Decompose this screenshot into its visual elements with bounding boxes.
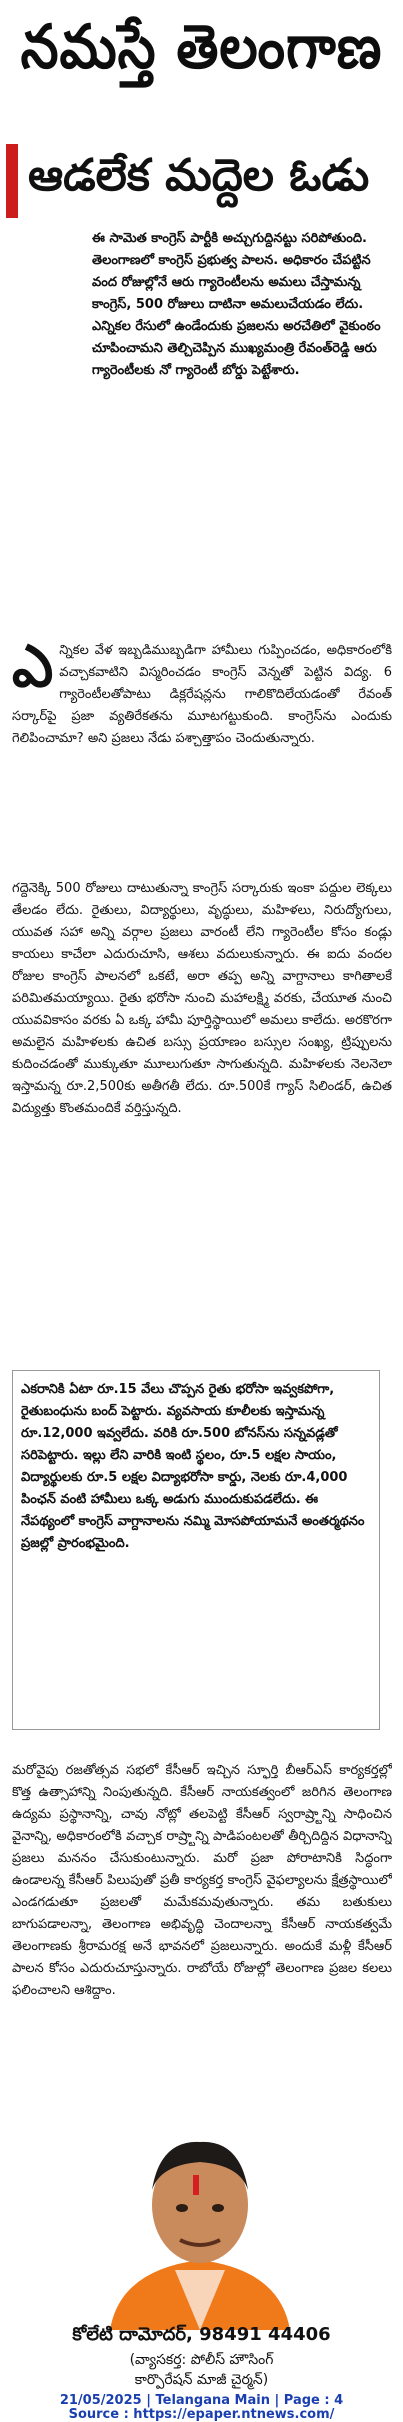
masthead [0, 0, 403, 108]
drop-cap: ఎ [12, 640, 54, 700]
footer-date-page: 21/05/2025 | Telangana Main | Page : 4 [59, 2393, 344, 2408]
author-photo [90, 2120, 310, 2330]
boxed-paragraph: ఎకరానికి ఏటా రూ.15 వేలు చొప్పన రైతు భరోసా ఇవ్వకపోగా, రైతుబంధును బంద్ పెట్టారు. వ్యవసాయ కూలీలకు ఇస్తామన్న రూ.12,000 ఇవ్వలేదు. వరికి రూ.500 బోనస్‌ను సన్నవడ్లతో సరిపెట్టారు. ఇల్లు లేని వారికి ఇంటి స్థలం, రూ.5 లక్షల సాయం, విద్యార్థులకు రూ.5 లక్షల విద్యాభరోసా కార్డు, నెలకు రూ.4,000 పింఛన్ వంటి హామీలు ఒక్క అడుగు ముందుకుపడలేదు. ఈ నేపథ్యంలో కాంగ్రెస్ వాగ్దానాలను నమ్మి మోసపోయామనే అంతర్మథనం ప్రజల్లో ప్రారంభమైంది. [12, 1370, 380, 1730]
headline-block [0, 136, 403, 226]
intro-paragraph: ఈ సామెత కాంగ్రెస్ పార్టీకి అచ్చుగుద్దినట్టు సరిపోతుంది. తెలంగాణలో కాంగ్రెస్ ప్రభుత్వ పాలన. అధికారం చేపట్టిన వంద రోజుల్లోనే ఆరు గ్యారెంటీలను అమలు చేస్తామన్న కాంగ్రెస్, 500 రోజులు దాటినా అమలుచేయడం లేదు. ఎన్నికల రేసులో ఉండేందుకు ప్రజలను అరచేతిలో వైకుంఠం చూపించామని తెల్చిచెప్పిన ముఖ్యమంత్రి రేవంత్‌రెడ్డి ఆరు గ్యారెంటీలకు నో గ్యారెంటీ బోర్డు పెట్టేశారు. [92, 231, 381, 378]
masthead-title: నమస్తే తెలంగాణ [20, 10, 383, 82]
paragraph-4: మరోవైపు రజతోత్సవ సభలో కేసీఆర్ ఇచ్చిన స్ఫూర్తి బీఆర్‌ఎస్ కార్యకర్తల్లో కొత్త ఉత్సాహాన్ని నింపుతున్నది. కేసీఆర్ నాయకత్వంలో జరిగిన తెలంగాణ ఉద్యమ ప్రస్థానాన్ని, చావు నోట్లో తలపెట్టి కేసీఆర్ స్వరాష్ర్టాన్ని సాధించిన వైనాన్ని, అధికారంలోకి వచ్చాక రాష్ర్టాన్ని పాడిపంటలతో తీర్చిదిద్దిన విధానాన్ని ప్రజలు మననం చేసుకుంటున్నారు. మరో ప్రజా పోరాటానికి సిద్ధంగా ఉండాలన్న కేసీఆర్ పిలుపుతో ప్రతీ కార్యకర్త కాంగ్రెస్ వైఫల్యాలను క్షేత్రస్థాయిలో ఎండగడుతూ ప్రజలతో మమేకమవుతున్నారు. తమ బతుకులు బాగుపడాలన్నా, తెలంగాణ అభివృద్ధి చెందాలన్నా కేసీఆర్ నాయకత్వమే తెలంగాణకు శ్రీరామరక్ష అనే భావనలో ప్రజలున్నారు. అందుకే మళ్లీ కేసీఆర్ పాలన కోసం ఎదురుచూస్తున్నారు. రాబోయే రోజుల్లో తెలంగాణ ప్రజల కలలు ఫలించాలని ఆశిద్దాం. [12, 1763, 392, 1998]
footer [0, 2394, 403, 2422]
paragraph-1-text: న్నికల వేళ ఇబ్బడిముబ్బడిగా హామీలు గుప్పించడం, అధికారంలోకి వచ్చాకవాటిని విస్మరించడం కాంగ్రెస్ వెన్నతో పెట్టిన విద్య. 6 గ్యారెంటీలతోపాటు డిక్లరేషన్లను గాలికొదిలేయడంతో రేవంత్ సర్కార్‌పై ప్రజా వ్యతిరేకతను మూటగట్టుకుంది. కాంగ్రెస్‌ను ఎందుకు గెలిపించామా? అని ప్రజలు నేడు పశ్చాత్తాపం చెందుతున్నారు. [12, 643, 392, 746]
headline: ఆడలేక మద్దెల ఓడు [28, 150, 370, 201]
paragraph-2: గద్దెనెక్కి 500 రోజులు దాటుతున్నా కాంగ్రెస్ సర్కారుకు ఇంకా పద్దుల లెక్కలు తేలడం లేదు. రైతులు, విద్యార్థులు, వృద్ధులు, మహిళలు, నిరుద్యోగులు, యువత సహా అన్ని వర్గాల ప్రజలు వారంటీ లేని గ్యారెంటీల కోసం కండ్లు కాయలు కాచేలా ఎదురుచూసి, ఆశలు వదులుకున్నారు. ఈ ఐదు వందల రోజుల కాంగ్రెస్ పాలనలో ఒకటే, అరా తప్ప అన్ని వాగ్దానాలు కాగితాలకే పరిమితమయ్యాయి. రైతు భరోసా నుంచి మహాలక్ష్మి వరకు, చేయూత నుంచి యువవికాసం వరకు ఏ ఒక్క హామీ పూర్తిస్థాయిలో అమలు కాలేదు. అరకొరగా అమలైన మహిళలకు ఉచిత బస్సు ప్రయాణం బస్సుల సంఖ్య, ట్రిప్పులను కుదించడంతో ముక్కుతూ మూలుగుతూ సాగుతున్నది. మహిళలకు నెలనెలా ఇస్తామన్న రూ.2,500కు అతీగతీ లేదు. రూ.500కే గ్యాస్ సిలిండర్, ఉచిత విద్యుత్తు కొంతమందికే వర్తిస్తున్నది. [12, 881, 392, 1116]
author-name: కోలేటి దామోదర్, 98491 44406 [72, 2324, 331, 2345]
footer-source-link[interactable]: Source : https://epaper.ntnews.com/ [68, 2407, 335, 2422]
author-role-line-1: (వ్యాసకర్త: పోలీస్ హౌసింగ్ [129, 2352, 274, 2368]
paragraph-1 [12, 640, 392, 870]
author-role-line-2: కార్పొరేషన్ మాజీ చైర్మన్) [134, 2372, 269, 2388]
headline-accent-bar [6, 144, 18, 218]
